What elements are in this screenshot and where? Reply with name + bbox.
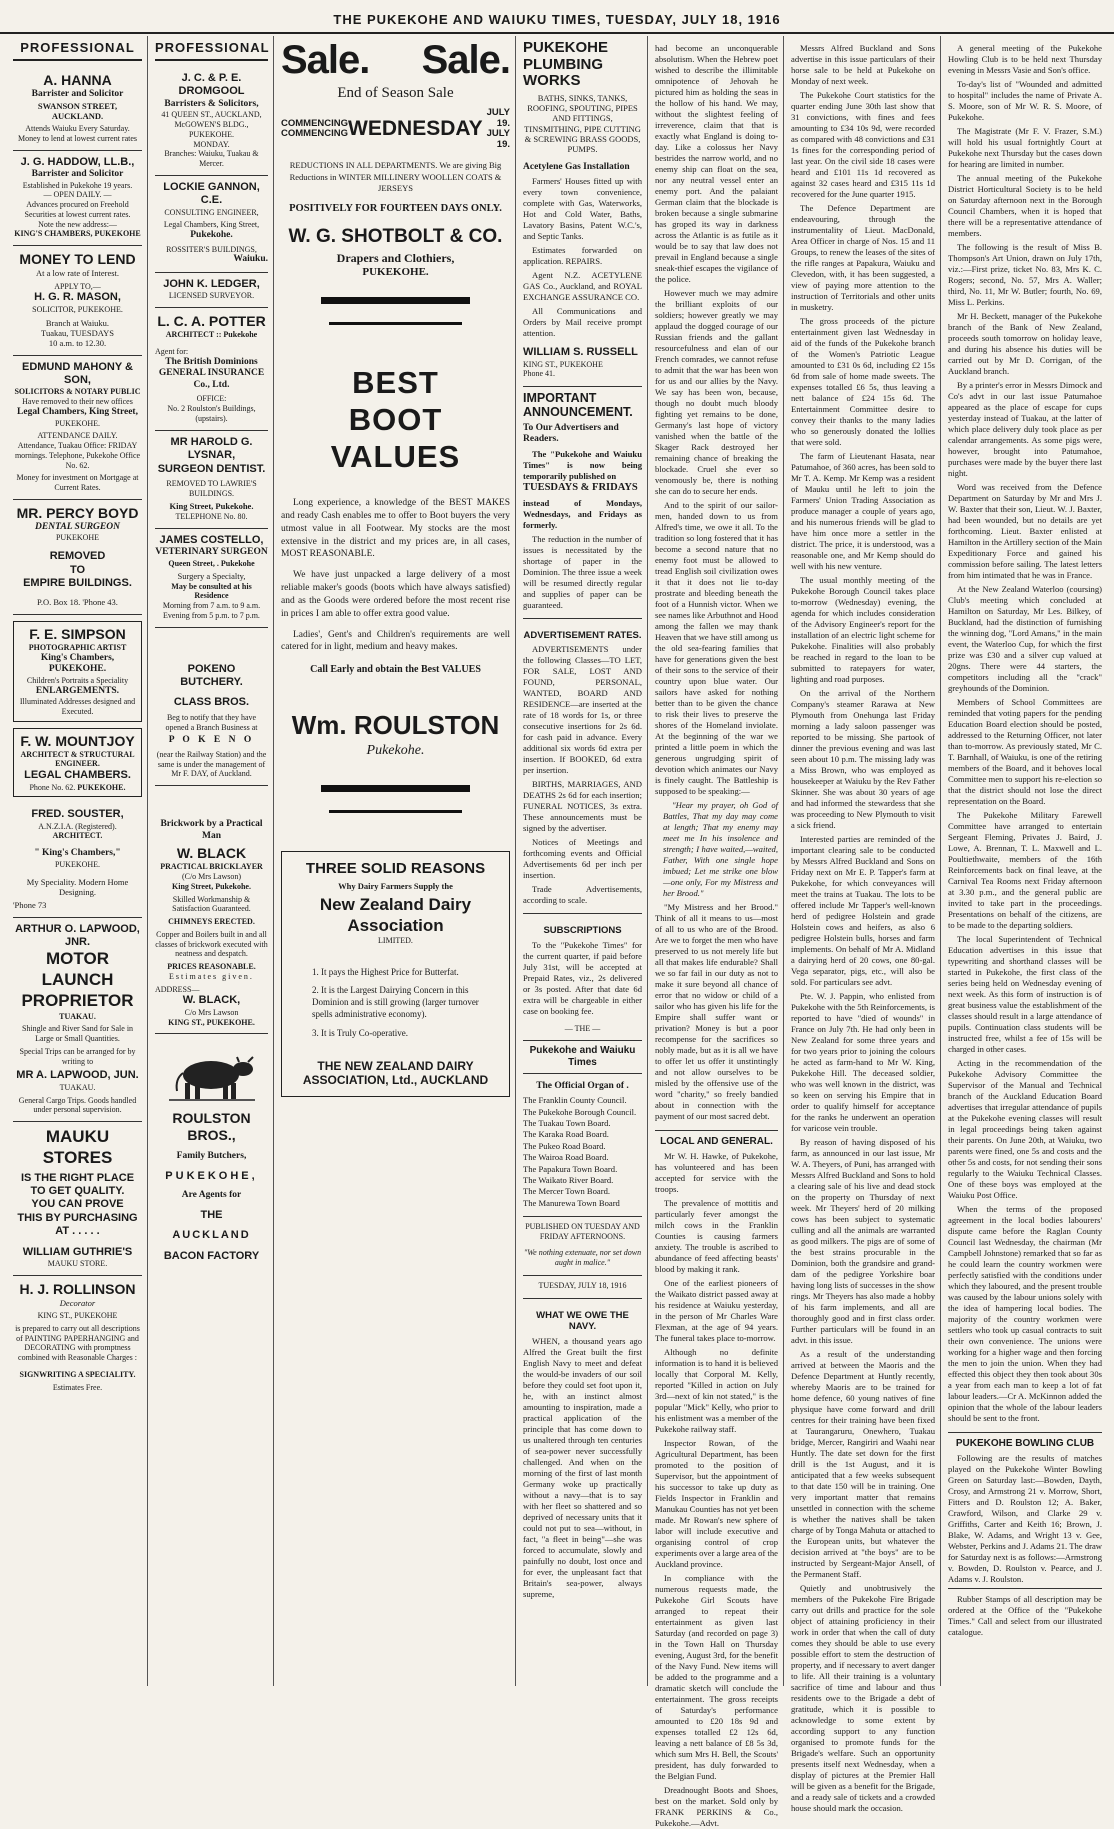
ad-mahony: EDMUND MAHONY & SON, SOLICITORS & NOTARY PUBLIC Have removed to their new offices Legal Chambers, King Street, PUKEKOHE. ATTENDANCE DAILY. Attendance, Tuakau Office: FRIDAY mornings. Telephone, Pukekohe Office No. 62. Money for investment on Mortgage at Current Rates. (13, 356, 142, 500)
column-advertisements: Sale. Sale. End of Season Sale COMMENCING COMMENCING WEDNESDAY JULY 19. JULY 19. REDUCTIONS IN ALL DEPARTMENTS. We are giving Big Reductions in WINTER MILLINERY WOOLLEN COATS & JERSEYS POSITIVELY FOR FOURTEEN DAYS ONLY. W. G. SHOTBOLT & CO. Drapers and Clothiers, PUKEKOHE. BEST BOOT VALUES Long experience, a knowledge of the BEST MAKES and ready Cash enables me to offer to Boot buyers the very utmost value in all Footwear. My stocks are the most extensive in the district and my prices are, in all cases, MOST REASONABLE. We have just unpacked a large delivery of a most reliable maker's goods (boots which have always satisfied) and as the Goods were ordered before the most recent rise in prices I am able to offer extra good value. Ladies', Gent's and Children's requirements are well catered for in light, medium and heavy makes. Call Early and obtain the Best VALUES Wm. ROULSTON Pukekohe. THREE SOLID REASONS Why Dairy Farmers Supply the New Zealand Dairy Association LIMITED. 1. It pays the Highest Price for Butterfat. 2. It is the Largest Dairying Concern in this Dominion and is still growing (larger turnover spells administrative economy). 3. It is Truly Co-operative. THE NEW ZEALAND DAIRY ASSOCIATION, Ltd., AUCKLAND (276, 36, 516, 1686)
ad-dromgool: J. C. & P. E. DROMGOOL Barristers & Solicitors, 41 QUEEN ST., AUCKLAND, McGOWEN'S BLDG., PUKEKOHE. MONDAY. Branches: Waiuku, Tuakau & Mercer. (155, 67, 268, 176)
section-heading: PROFESSIONAL (13, 40, 142, 61)
ad-pokeno-butchery: POKENO BUTCHERY. CLASS BROS. Beg to notify that they have opened a Branch Business at P O K E N O (near the Railway Station) and the same is under the management of Mr F. DAY, of Auckland. (155, 658, 268, 787)
ad-souster: FRED. SOUSTER, A.N.Z.I.A. (Registered). ARCHITECT. " King's Chambers," PUKEKOHE. My Speciality. Modern Home Designing. 'Phone 73 (13, 803, 142, 917)
ad-lysnar: MR HAROLD G. LYSNAR, SURGEON DENTIST. REMOVED TO LAWRIE'S BUILDINGS. King Street, Pukekohe. TELEPHONE No. 80. (155, 431, 268, 529)
ad-haddow: J. G. HADDOW, LL.B., Barrister and Solicitor Established in Pukekohe 19 years. — OPEN DAILY. — Advances procured on Freehold Securities at lowest current rates. Note the new address:— KING'S CHAMBERS, PUKEKOHE (13, 151, 142, 246)
ad-costello: JAMES COSTELLO, VETERINARY SURGEON Queen Street, . Pukekohe Surgery a Specialty, May be consulted at his Residence Morning from 7 a.m. to 9 a.m. Evening from 5 p.m. to 7 p.m. (155, 529, 268, 628)
ad-three-solid-reasons: THREE SOLID REASONS Why Dairy Farmers Supply the New Zealand Dairy Association LIMITED. 1. It pays the Highest Price for Butterfat. 2. It is the Largest Dairying Concern in this Dominion and is still growing (larger turnover spells administrative economy). 3. It is Truly Co-operative. THE NEW ZEALAND DAIRY ASSOCIATION, Ltd., AUCKLAND (281, 851, 510, 1097)
ad-mountjoy: F. W. MOUNTJOY ARCHITECT & STRUCTURAL ENGINEER. LEGAL CHAMBERS. Phone No. 62. PUKEKOHE. (13, 728, 142, 798)
column-plumbing-notices: PUKEKOHE PLUMBING WORKS BATHS, SINKS, TANKS, ROOFING, SPOUTING, PIPES AND FITTINGS, TINSMITHING, PIPE CUTTING & SCREWING BRASS GOODS, PUMPS. Acetylene Gas Installation Farmers' Houses fitted up with every town convenience, complete with Gas, Waterworks, Hot and Cold Water, Baths, Lavatory Basins, Patent W.C.'s, and Septic Tanks. Estimates forwarded on application. REPAIRS. Agent N.Z. ACETYLENE GAS Co., Auckland, and ROYAL EXCHANGE ASSURANCE CO. All Communications and Orders by Mail receive prompt attention. WILLIAM S. RUSSELL KING ST., PUKEKOHE Phone 41. IMPORTANT ANNOUNCEMENT. To Our Advertisers and Readers. The "Pukekohe and Waiuku Times" is now being temporarily published on TUESDAYS & FRIDAYS instead of Mondays, Wednesdays, and Fridays as formerly. The reduction in the number of issues is necessitated by the shortage of paper in the Dominion. The three issue a week will be resumed directly regular and supplies of paper can be guaranteed. ADVERTISEMENT RATES. ADVERTISEMENTS under the following Classes—TO LET, FOR SALE, LOST AND FOUND, PERSONAL, WANTED, BOARD AND RESIDENCE—are inserted at the rate of 18 words for 1s, or three consecutive insertions for 2s 6d. for cash paid in advance. Every additional six words 6d extra per insertion. If BOOKED, 6d extra per insertion. BIRTHS, MARRIAGES, AND DEATHS 2s 6d for each insertion; FUNERAL NOTICES, 3s extra. These announcements must be signed by the advertiser. Notices of Meetings and forthcoming events and Official Advertisements 6d per inch per insertion. Trade Advertisements, according to scale. SUBSCRIPTIONS To the "Pukekohe Times" for the current quarter, if paid before July 31st, will be accepted at Prepaid Rates, viz., 2s delivered or 3s posted. After that date 6d extra will be chargeable in either case on booking fee. — THE — Pukekohe and Waiuku Times The Official Organ of . The Franklin County Council. The Pukekohe Borough Council. The Tuakau Town Board. The Karaka Road Board. The Pukeo Road Board. The Wairoa Road Board. The Papakura Town Board. The Waikato River Board. The Mercer Town Board. The Manurewa Town Board PUBLISHED ON TUESDAY AND FRIDAY AFTERNOONS. "We nothing extenuate, nor set down aught in malice." TUESDAY, JULY 18, 1916 WHAT WE OWE THE NAVY. WHEN, a thousand years ago Alfred the Great built the first English Navy to meet and defeat the would-be invaders of our soil before they could set foot upon it, he, with an instinct almost amounting to inspiration, made a practical application of the principle that has come down to us unaltered through ten centuries of sea-power never successfully challenged. And when on the morning of the first of last month Germany woke up practically without a navy—that is to say with her fleet so shattered and so deprived of necessary units that it could not put to sea—without, in fact, "a fleet in being"—she was forced to accumulate, slowly and painfully no doubt, lost once and for ever, the unpleasant fact that Britain's sea-power, always supreme, (518, 36, 648, 1686)
ad-hanna: A. HANNA Barrister and Solicitor SWANSON STREET, AUCKLAND. Attends Waiuku Every Saturday. Money to lend at lowest current rates (13, 67, 142, 151)
bowling-club-heading: PUKEKOHE BOWLING CLUB (948, 1432, 1102, 1450)
advertisement-rates: ADVERTISEMENT RATES. ADVERTISEMENTS under the following Classes—TO LET, FOR SALE, LOST AND FOUND, PERSONAL, WANTED, BOARD AND RESIDENCE—are inserted at the rate of 18 words for 1s, or three consecutive insertions for 2s 6d. for cash paid in advance. Every additional six words 6d extra per insertion. If BOOKED, 6d extra per insertion. BIRTHS, MARRIAGES, AND DEATHS 2s 6d for each insertion; FUNERAL NOTICES, 3s extra. These announcements must be signed by the advertiser. Notices of Meetings and forthcoming events and Official Advertisements 6d per inch per insertion. Trade Advertisements, according to scale. (523, 618, 642, 907)
ad-money-to-lend: MONEY TO LEND At a low rate of Interest. APPLY TO,— H. G. R. MASON, SOLICITOR, PUKEKOHE. Branch at Waiuku. Tuakau, TUESDAYS 10 a.m. to 12.30. (13, 246, 142, 355)
column-professional-2 (150, 36, 274, 1686)
ad-mauku-stores: MAUKU STORES IS THE RIGHT PLACE TO GET QUALITY. YOU CAN PROVE THIS BY PURCHASING AT . . . . . WILLIAM GUTHRIE'S MAUKU STORE. (13, 1122, 142, 1276)
ad-gannon: LOCKIE GANNON, C.E. CONSULTING ENGINEER, Legal Chambers, King Street, Pukekohe. ROSSITER'S BUILDINGS, Waiuku. (155, 176, 268, 273)
ad-potter: L. C. A. POTTER ARCHITECT :: Pukekohe Agent for: The British Dominions GENERAL INSURANCE Co., Ltd. OFFICE: No. 2 Roulston's Buildings, (upstairs). (155, 308, 268, 431)
section-heading: PROFESSIONAL (155, 40, 268, 61)
article-navy: WHAT WE OWE THE NAVY. WHEN, a thousand years ago Alfred the Great built the first English Navy to meet and defeat the would-be invaders of our soil before they could set foot upon it, he, with an instinct almost amounting to inspiration, made a practical application of the principle that has come down to us unaltered through ten centuries of sea-power never successfully challenged. And when on the morning of the first of last month Germany woke up practically without a navy—that is to say with her fleet so shattered and so deprived of necessary units that it could not put to sea—without, in fact, "a fleet in being"—she was forced to accumulate, slowly and painfully no doubt, lost once and for ever, the unpleasant fact that Britain's sea-power, always supreme, (523, 1298, 642, 1600)
ad-simpson: F. E. SIMPSON PHOTOGRAPHIC ARTIST King's Chambers, PUKEKOHE. Children's Portraits a Speciality ENLARGEMENTS. Illuminated Addresses designed and Executed. (13, 621, 142, 722)
column-professional-1 (8, 36, 148, 1686)
masthead: THE PUKEKOHE AND WAIUKU TIMES, TUESDAY, JULY 18, 1916 (0, 0, 1114, 34)
ad-ledger: JOHN K. LEDGER, LICENSED SURVEYOR. (155, 273, 268, 308)
ad-rollinson: H. J. ROLLINSON Decorator KING ST., PUKEKOHE is prepared to carry out all descriptions of PAINTING PAPERHANGING and DECORATING with promptness combined with Reasonable Charges : SIGNWRITING A SPECIALITY. Estimates Free. (15, 1280, 140, 1392)
subscriptions: SUBSCRIPTIONS To the "Pukekohe Times" for the current quarter, if paid before July 31st, will be accepted at Prepaid Rates, viz., 2s delivered or 3s posted. After that date 6d extra will be chargeable in either case on booking fee. (523, 913, 642, 1017)
ad-roulston-bros: ROULSTON BROS., Family Butchers, PUKEKOHE, Are Agents for THE AUCKLAND BACON FACTORY (155, 1034, 268, 1269)
ad-percy-boyd: MR. PERCY BOYD DENTAL SURGEON PUKEKOHE REMOVED TO EMPIRE BUILDINGS. P.O. Box 18. 'Phone 43. (13, 500, 142, 615)
rule-bar (329, 322, 462, 325)
cow-illustration (155, 1049, 268, 1104)
rule-bar (329, 810, 462, 813)
column-local-news-2: A general meeting of the Pukekohe Howling Club is to be held next Thursday evening in Messrs Vasie and Son's office. To-day's list of "Wounded and admitted to hospital" includes the name of Private A. S. Moore, son of Mr W. R. S. Moore, of Pukekohe. The Magistrate (Mr F. V. Frazer, S.M.) will hold his usual fortnightly Court at Pukekohe next Thursday but the cases down for hearing are limited in number. The annual meeting of the Pukekohe District Horticultural Society is to be held on Saturday afternoon next in the Borough Council Chambers, when it is hoped that there will be a representative attendance of members. The following is the result of Miss B. Thompson's Art Union, drawn on July 17th, viz.:—First prize, ticket No. 83, Mrs K. C. Rogers; second, No. 57, Mrs A. Waller; third, No. 11, Mr W. Butler; fourth, No. 69, Miss L. Perkins. Mr H. Beckett, manager of the Pukekohe branch of the Bank of New Zealand, proceeds south tomorrow on holiday leave, and during his absence his duties will be carried out by Mr D. Corrigan, of the Auckland branch. By a printer's error in Messrs Dimock and Co's advt in our last issue Patumahoe appeared as the place of escape for cups yesterday instead of Tuakau, at the latter of which place delivery duly took place as per calendar arrangements. As some pigs were, however, brought into Patumahoe, purchases were made by the buyer there last night. Word was received from the Defence Department on Saturday by Mr and Mrs J. W. Baxter that their son, Lieut. W. J. Baxter, had been wounded, but no details are yet forthcoming. Lieut. Baxter enlisted at Hamilton in the Artillery section of the Main Expeditionary Force and gained his commission before sailing. The latest letters from him intimated that he was in France. At the New Zealand Waterloo (coursing) Club's meeting which concluded at Hamilton on Saturday, Mr Les. Bilkey, of Buckland, had the distinction of furnishing the winning dog, "Lord Amans," in the main event, the Waterloo Cup, for which the first prize was £30 and a silver cup valued at 20gns. There were 44 starters, the competitors including all the "crack" greyhounds of the Dominion. Members of School Committees are reminded that voting papers for the pending Education Board election should be posted, addressed to the Returning Officer, not later than to-morrow. As previously stated, Mr C. T. Barnhall, of Waiuku, is one of the retiring members of the Board, and it behoves local Committee men to support his re-election so that the district should not lose the direct representation on the Board. The Pukekohe Military Farewell Committee have arranged to entertain Sergeant Fleming, Privates J. Baird, J. Lowe, A. Brennan, T. L. Maxwell and L. Poultiethwaite, members of the 16th Reinforcements back on final leave, at the Carnival Tea Rooms next Friday afternoon at 3.30 p.m., and the general public are invited to take part in the proceedings. Presentations on behalf of the citizens, are to be made to the departing soldiers. The local Superintendent of Technical Education advertises in this issue that typewriting and shorthand classes will be started in Pukekohe, the first class of the series being held on Wednesday evening of next week. As this form of instruction is of great business value the establishment of the classes should result in a large attendance of pupils. Continuation class students will be instructed free, whilst a fee of 15s will be charged in other cases. Acting in the recommendation of the Pukekohe Advisory Committee the Supervisor of the Manual and Technical branch of the Auckland Education Board advertises that irregular attendance of pupils at the Pukekohe evening classes will result in legal proceedings being taken against their parents. On June 20th, at Waiuku, two parents were fined, one 5s and costs and the other 5s and costs, for not sending their sons regularly to the Waiuku Technical Classes. One of these boys was employed at the Waiuku Post Office. When the terms of the proposed agreement in the local bodies labourers' dispute came before the Raglan County Council last Wednesday, the chairman (Mr Campbell Johnstone) remarked that so far as he could learn the country workmen were perfectly satisfied with the conditions under which they laboured, and the present trouble was caused by the labour unions solely with the idea of hampering local bodies. The majority of the country workmen were settlers who took up casual contracts to suit their own convenience. The unions were working for a higher wage and then forcing the men to join the union. When they had effected this object they then took about 30s a year from each man to keep a lot of fat labour leaders.—Cr A. McKinnon added the opinion that the whole of the labour leaders should be sent to the front. PUKEKOHE BOWLING CLUB Following are the results of matches played on the Pukekohe Winter Bowling Green on Saturday last:—Bowden, Dayth, Crosy, and Armstrong 21 v. Morrow, Short, Fitters and D. Roulston 12; A. Baker, Crawford, Wilson, and Clarke 29 v. Griffiths, Carter and Keith 16; Brown, J. Blake, W. Adams, and Wright 13 v. Gee, Webster, Perkins and J. Adams 21. The draw for Saturday next is as follows:—Armstrong v. Bowden, D. Roulston v. Pearce, and J. Adams v. J. Roulston. Rubber Stamps of all description may be ordered at the Office of the "Pukekohe Times." Call and select from our illustrated catalogue. (948, 43, 1102, 1638)
boot-values-headline: BEST BOOT VALUES (330, 365, 461, 474)
official-organ-list: The Franklin County Council. The Pukekohe Borough Council. The Tuakau Town Board. The Karaka Road Board. The Pukeo Road Board. The Wairoa Road Board. The Papakura Town Board. The Waikato River Board. The Mercer Town Board. The Manurewa Town Board (523, 1095, 637, 1208)
ad-lapwood: ARTHUR O. LAPWOOD, JNR. MOTOR LAUNCH PROPRIETOR TUAKAU. Shingle and River Sand for Sale in Large or Small Quantities. Special Trips can be arranged for by writing to MR A. LAPWOOD, JUN. TUAKAU. General Cargo Trips. Goods handled under personal supervision. (13, 918, 142, 1122)
sale-headline: Sale. Sale. (281, 38, 510, 82)
column-local-news-1: Messrs Alfred Buckland and Sons advertise in this issue particulars of their horse sale to be held at Pukekohe on Monday of next week. The Pukekohe Court statistics for the quarter ending June 30th last show that 31 convictions, with fines and fees amounting to £34 10s 9d, were recorded as compared with 48 convictions and £31 1s fines for the corresponding period of last year. On the civil side 18 cases were heard and £101 11s 1d recovered as against 32 cases heard and £315 11s 1d recovered for the June quarter 1915. The Defence Department are endeavouring, through the instrumentality of Lieut. MacDonald, Area Officer in charge of Nos. 15 and 11 Groups, to renew the leases of the sites of the rifle ranges at Papakura, Waiuku and Clevedon, with, it has been suggested, a view of paying more attention to the instruction of Territorials and other units in musketry. The gross proceeds of the picture entertainment given last Wednesday in aid of the funds of the Pukekohe branch of the Women's Patriotic League amounted to £31 0s 6d, including £2 15s 6d from sale of home made sweets. The expenses totalled £6 5s, thus leaving a nett balance of £24 15s 6d. The Entertainment Committee desire to convey their thanks to the many ladies who so generously donated the lollies that were sold. The farm of Lieutenant Hasata, near Patumahoe, of 360 acres, has been sold to Mr T. A. Kemp. Mr Kemp was a resident of Mauku until he left to join the Farmers' Union Trading Association as produce manager a couple of years ago, and his numerous friends will be glad to have him once more a settler in the district. The price, it is understood, was a reasonable one, and Mr Kemp should do well with his new venture. The usual monthly meeting of the Pukekohe Borough Council takes place to-morrow (Wednesday) evening, the agenda for which includes consideration of the Advisory Engineer's report for the installation of an electric light scheme for Pukekohe. Finalities will also probably be reached in regard to the loan to be submitted to ratepayers for water, lighting and road purposes. On the arrival of the Northern Company's steamer Rarawa at New Plymouth from Onehunga last Friday morning a lady saloon passenger was reported to be missing. She partook of dinner the previous evening and was last seen about 10 p.m. The missing lady was a Miss Brown, who was employed as housekeeper at Waiuku by the Rev Father Skinner. She was about 30 years of age and had informed the stewardess that she was proceeding to New Plymouth to visit a sick friend. Interested parties are reminded of the important clearing sale to be conducted by Messrs Alfred Buckland and Sons on Friday next on Mr E. P. Tapper's farm at Pukekohe, for which conveyances will meet the trains at Tuakau. The lots to be offered include Mr Tapper's well-known herd of pedigree Holstein and grade Holstein cows and heifers, as also 6 pedigree Holstein bulls, horses and farm implements. On behalf of Mr A. Midland a dairying herd of 20 cows, one 80-gal. Vega separator, pigs, etc., will also be sold. For particulars see advt. Pte. W. J. Pappin, who enlisted from Pukekohe with the 5th Reinforcements, is reported to have "died of wounds" in France on July 7th. He had only been in New Zealand for some three years and for two years prior to joining the colours he acted as farm-hand to Mr W. King, Pukekohe Hill. The deceased soldier, who was well known in the district, was so keen on serving his Empire that in order to qualify himself for acceptance for the ranks he underwent an operation for varicose vein trouble. By reason of having disposed of his farm, as announced in our last issue, Mr W. A. Theyers, of Puni, has arranged with Messrs Alfred Buckland and Sons to hold a clearing sale of his live and dead stock on the property on Thursday of next week. Mr Theyers' herd of 20 milking cows has been subject to systematic culling and all the animals are warranted as good milkers. The pigs are of some of the best strains procurable in the Dominion, both the grandsire and grand-dam of the pedigree Yorkshire boar having long lists of successes in the show rings. Mr Theyers has also made a hobby of his farm implements, and all are thoroughly good and in first class order. Further particulars will be found in an advt. in this issue. As a result of the understanding arrived at between the Maoris and the Defence Department at Huntly recently, whereby Maoris are to be trained for home defence, 60 young natives of fine physique have come forward and drill centres for their training have been fixed at Taurangaruru, Onewhero, Tuakau bridge, Mercer, Rangiriri and Waahi near Huntly. The date set down for the first drill is the 1st August, and it is anticipated that a few weeks subsequent to that date 150 will be in training. One very important matter that remains unsettled in connection with the scheme is whether the natives shall be taken charge of by Tonga Mahuta or attached to the European units, but whatever the decision arrived at "the boys" are to be instructed by Sergeant-Major Ansell, of the Permanent Staff. Quietly and unobtrusively the members of the Pukekohe Fire Brigade carry out drills and practice for the sole object of attaining proficiency in their work in order that when the call of duty comes they should be able to use every possible effort to stem the destruction of property, and if necessary to avert danger to life. All their training is a voluntary sacrifice of time and labour and thus residents owe to the Brigade a debt of gratitude, which it is possible to acknowledge to some extent by according support to any function organised to promote funds for the Brigade's welfare. Such an opportunity presents itself next Wednesday, when a display of pictures at the Premier Hall will be given as a benefit for the Brigade, and a ready sale of tickets and a crowded house should mark the occasion. (786, 36, 941, 1686)
important-announcement: IMPORTANT ANNOUNCEMENT. To Our Advertisers and Readers. The "Pukekohe and Waiuku Times" is now being temporarily published on TUESDAYS & FRIDAYS instead of Mondays, Wednesdays, and Fridays as formerly. The reduction in the number of issues is necessitated by the shortage of paper in the Dominion. The three issue a week will be resumed directly regular and supplies of paper can be guaranteed. (523, 386, 642, 610)
column-navy-local: had become an unconquerable absolutism. When the Hebrew poet wished to describe the illimitable omnipotence of Jehovah he pictured him as holding the seas in the hollow of his hand. We may, without the slightest feeling of irreverence, claim that that is exactly what England is doing to-day. Like a colossus her Navy bestrides the narrow world, and no enemy ship can float on the sea, nor any neutral vessel enter an enemy port. And the palaiant German claim that the blockade is broken because a single submarine has groped its way in darkness across the Atlantic is as futile as it would be to say that law does not prevail in England because a single sneak-thief escapes the vigilance of the police. However much we may admire the brilliant exploits of our soldiers; however greatly we may applaud the dogged courage of our Russian friends and the gallant resourcefulness and elan of our French comrades, we cannot refuse to admit that the war has been won for us and our allies by the Navy. We say has been won, because, though no doubt much bloody fighting yet remains to be done, Germany's last hope of victory vanished when the battle of the Skager Rack destroyed her remaining chance of breaking the blockade. Cruel she ever so venomously be, there is nothing she can do to secure her ends. And to the spirit of our sailor-men, handed down to us from Alfred's time, we owe it all. To the tradition so long fostered that it has become a second nature that no enemy foot must be allowed to tread English soil civilization owes it that it does not lie to-day prostrate and bleeding beneath the foot of a Hunnish victor. When we see names like Arbuthnot and Hood among the fallen we may thank Heaven that we have still among us the old sea-fearing families that have for generations given the best of their sons to the service of their country upon blue water. Our sailors have asked for nothing better than to be given the chance to risk their lives to preserve the shores of the Homeland inviolate. At the beginning of the war we printed a little poem in which the generous ungrudging spirit of devotion which animates our Navy is finely caught. The Battleship is supposed to be speaking:— "Hear my prayer, oh God of Battles, That my day may come at length; That my enemy may meet me In his insolence and strength; I have waited,—waited, Father, With one single hope imbued; Let me strike one blow—one only, For my Mistress and her Brood." "My Mistress and her Brood." Think of all it means to us—most of all to us who are of the Brood. Are we to forget the men who have preserved to us not merely life but all that makes life endurable? Shall we so far fail in our duty as not to make it sure beyond all chance of error that no widow or child of a sailor who has given his life for the Empire shall suffer want or privation? Money is but a poor recompense for the sacrifices so nobly made, but as it is all we have to offer let us offer it unstintingly and not allow ourselves to be misled by the offensive use of the word "charity," so freely bandied about in connection with the payment of our most sacred debt. LOCAL AND GENERAL. Mr W. H. Hawke, of Pukekohe, has volunteered and has been accepted for service with the troops. The prevalence of mottitis and particularly fever amongst the milch cows in the Franklin Counties is causing farmers anxiety. The trouble is ascribed to abundance of feed affecting beasts' blood by making it rank. One of the earliest pioneers of the Waikato district passed away at his residence at Waiuku yesterday, in the person of Mr Charles Ware Flexman, at the age of 94 years. The funeral takes place to-morrow. Although no definite information is to hand it is believed locally that Corporal M. Kelly, reported "Killed in action on July 3rd—next of kin not stated," is the popular "Mick" Kelly, who prior to his enlistment was a member of the Pukekohe railway staff. Inspector Rowan, of the Agricultural Department, has been promoted to the position of Supervisor, but the appointment of his successor to take up duty as Fields Inspector in Franklin and Manukau Counties has not yet been made. Mr Rowan's new sphere of labor will include executive and organising control of crop experiments over a large area of the Auckland province. In compliance with the numerous requests made, the Pukekohe Girl Scouts have arranged to repeat their entertainment as given last Saturday (and recorded on page 3) in the Town Hall on Thursday evening, August 3rd, for the benefit of the Navy Fund. New items will be added to the programme and a dramatic sketch will conclude the entertainment. The gross receipts of Saturday's performance amounted to £20 18s 9d and expenses totalled £2 12s 6d, leaving a nett balance of £8 5s 3d, which sum Mrs H. Bell, the Scouts' president, has duly forwarded to the Belgian Fund. Dreadnought Boots and Shoes, best on the market. Sold only by FRANK PERKINS & Co., Pukekohe.—Advt. (650, 36, 784, 1686)
ad-black-bricklayer: Brickwork by a Practical Man W. BLACK PRACTICAL BRICKLAYER (C/o Mrs Lawson) King Street, Pukekohe. Skilled Workmanship & Satisfaction Guaranteed. CHIMNEYS ERECTED. Copper and Boilers built in and all classes of brickwork executed with neatness and despatch. PRICES REASONABLE. Estimates given. ADDRESS— W. BLACK, C/o Mrs Lawson KING ST., PUKEKOHE. (155, 814, 268, 1034)
local-and-general-heading: LOCAL AND GENERAL. (655, 1130, 778, 1148)
rule-bar (321, 297, 470, 304)
rule-bar (321, 785, 470, 792)
